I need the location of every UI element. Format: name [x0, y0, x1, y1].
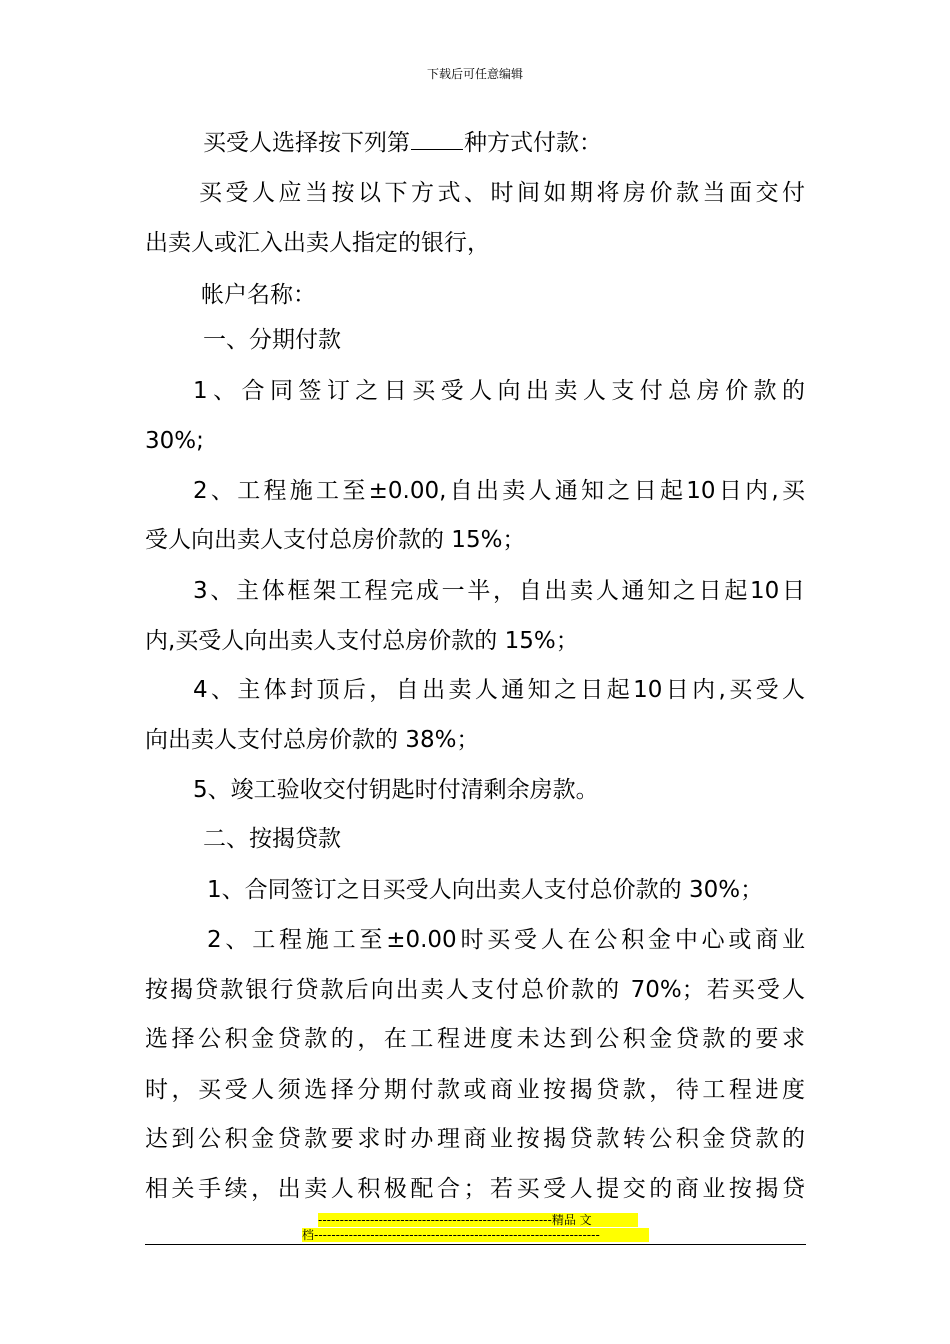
- paragraph-line: 出卖人或汇入出卖人指定的银行，: [145, 230, 490, 256]
- paragraph-line: 2、工程施工至±0.00,自出卖人通知之日起10日内,买: [193, 478, 805, 504]
- paragraph-line: 相关手续，出卖人积极配合；若买受人提交的商业按揭贷: [145, 1176, 805, 1202]
- footer-watermark-line: ------------------------------------------------------精品 文: [318, 1213, 638, 1227]
- paragraph-line: 选择公积金贷款的，在工程进度未达到公积金贷款的要求: [145, 1026, 805, 1052]
- paragraph-line: 1、合同签订之日买受人向出卖人支付总房价款的: [193, 378, 805, 404]
- paragraph-line: 时，买受人须选择分期付款或商业按揭贷款，待工程进度: [145, 1077, 805, 1103]
- footer-divider: [145, 1244, 806, 1245]
- download-note: 下载后可任意编辑: [426, 67, 523, 81]
- paragraph-line: 按揭贷款银行贷款后向出卖人支付总价款的 70%；若买受人: [145, 977, 805, 1003]
- section-heading: 一、分期付款: [203, 327, 341, 353]
- paragraph-line: 1、合同签订之日买受人向出卖人支付总价款的 30%；: [207, 877, 764, 903]
- paragraph-line: 买受人应当按以下方式、时间如期将房价款当面交付: [199, 180, 805, 206]
- fill-in-blank: [411, 129, 463, 150]
- text-segment: 买受人选择按下列第: [203, 130, 410, 156]
- paragraph-line: 4、主体封顶后，自出卖人通知之日起10日内,买受人: [193, 677, 805, 703]
- paragraph-line: 向出卖人支付总房价款的 38%；: [145, 727, 480, 753]
- section-heading: 二、按揭贷款: [203, 826, 341, 852]
- paragraph-line: 受人向出卖人支付总房价款的 15%；: [145, 527, 526, 553]
- paragraph-line: 达到公积金贷款要求时办理商业按揭贷款转公积金贷款的: [145, 1126, 805, 1152]
- paragraph-line: 内,买受人向出卖人支付总房价款的 15%；: [145, 628, 579, 654]
- paragraph-line: 2、工程施工至±0.00时买受人在公积金中心或商业: [207, 927, 805, 953]
- text-segment: 种方式付款：: [464, 130, 602, 156]
- paragraph-line: 帐户名称：: [201, 282, 316, 308]
- paragraph-line: 5、竣工验收交付钥匙时付清剩余房款。: [193, 777, 599, 803]
- paragraph-line: 30%;: [145, 428, 204, 454]
- paragraph-line: 3、主体框架工程完成一半，自出卖人通知之日起10日: [193, 578, 805, 604]
- footer-watermark-line: 档------------------------------------------------------------------: [302, 1228, 649, 1242]
- paragraph-line: [203, 128, 602, 158]
